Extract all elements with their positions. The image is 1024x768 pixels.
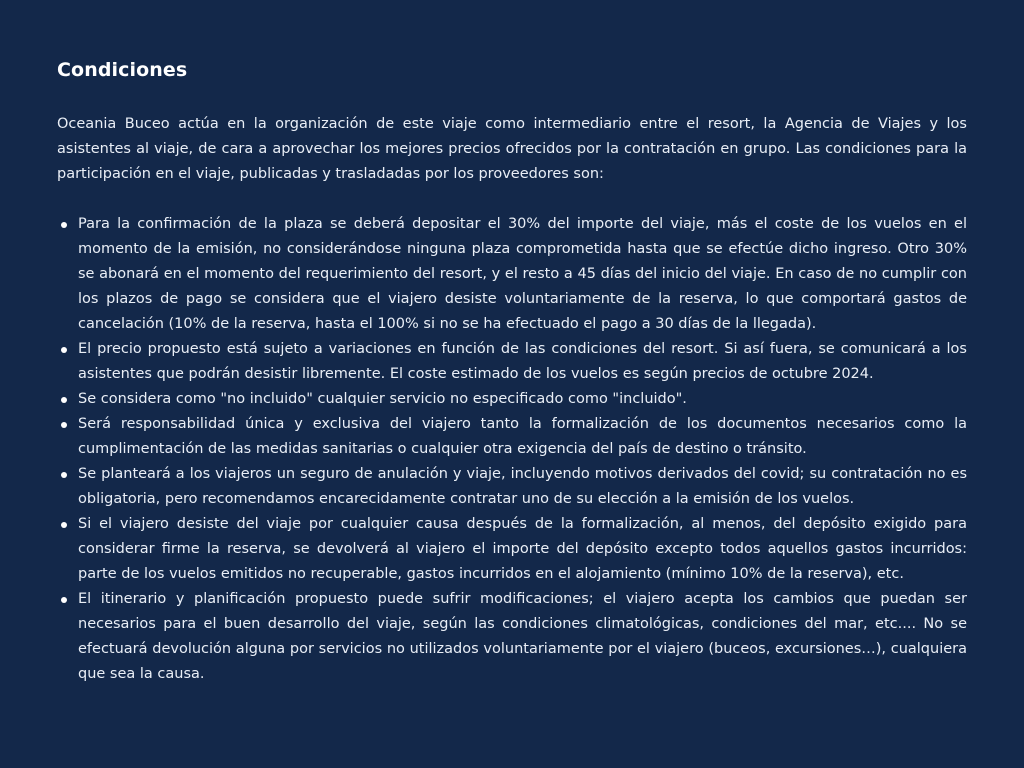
list-item: Se planteará a los viajeros un seguro de anulación y viaje, incluyendo motivos derivados del covid; su contratación no es obligatoria, pero recomendamos encarecidamente contratar uno de su elección a la emisión de los vuelos. xyxy=(78,462,967,512)
list-item: Será responsabilidad única y exclusiva del viajero tanto la formalización de los documentos necesarios como la cumplimentación de las medidas sanitarias o cualquier otra exigencia del país de destino o tránsito. xyxy=(78,412,967,462)
list-item: Para la confirmación de la plaza se deberá depositar el 30% del importe del viaje, más el coste de los vuelos en el momento de la emisión, no considerándose ninguna plaza comprometida hasta que se efectúe dicho ingreso. Otro 30% se abonará en el momento del requerimiento del resort, y el resto a 45 días del inicio del viaje. En caso de no cumplir con los plazos de pago se considera que el viajero desiste voluntariamente de la reserva, lo que comportará gastos de cancelación (10% de la reserva, hasta el 100% si no se ha efectuado el pago a 30 días de la llegada). xyxy=(78,212,967,337)
list-item: Si el viajero desiste del viaje por cualquier causa después de la formalización, al menos, del depósito exigido para considerar firme la reserva, se devolverá al viajero el importe del depósito excepto todos aquellos gastos incurridos: parte de los vuelos emitidos no recuperable, gastos incurridos en el alojamiento (mínimo 10% de la reserva), etc. xyxy=(78,512,967,587)
conditions-list xyxy=(57,212,967,687)
page-title: Condiciones xyxy=(57,59,188,81)
list-item: El itinerario y planificación propuesto puede sufrir modificaciones; el viajero acepta los cambios que puedan ser necesarios para el buen desarrollo del viaje, según las condiciones climatológicas, condiciones del mar, etc.... No se efectuará devolución alguna por servicios no utilizados voluntariamente por el viajero (buceos, excursiones…), cualquiera que sea la causa. xyxy=(78,587,967,687)
list-item: Se considera como "no incluido" cualquier servicio no especificado como "incluido". xyxy=(78,387,967,412)
list-item: El precio propuesto está sujeto a variaciones en función de las condiciones del resort. Si así fuera, se comunicará a los asistentes que podrán desistir libremente. El coste estimado de los vuelos es según precios de octubre 2024. xyxy=(78,337,967,387)
intro-paragraph: Oceania Buceo actúa en la organización de este viaje como intermediario entre el resort, la Agencia de Viajes y los asistentes al viaje, de cara a aprovechar los mejores precios ofrecidos por la contratación en grupo. Las condiciones para la participación en el viaje, publicadas y trasladadas por los proveedores son: xyxy=(57,116,967,182)
